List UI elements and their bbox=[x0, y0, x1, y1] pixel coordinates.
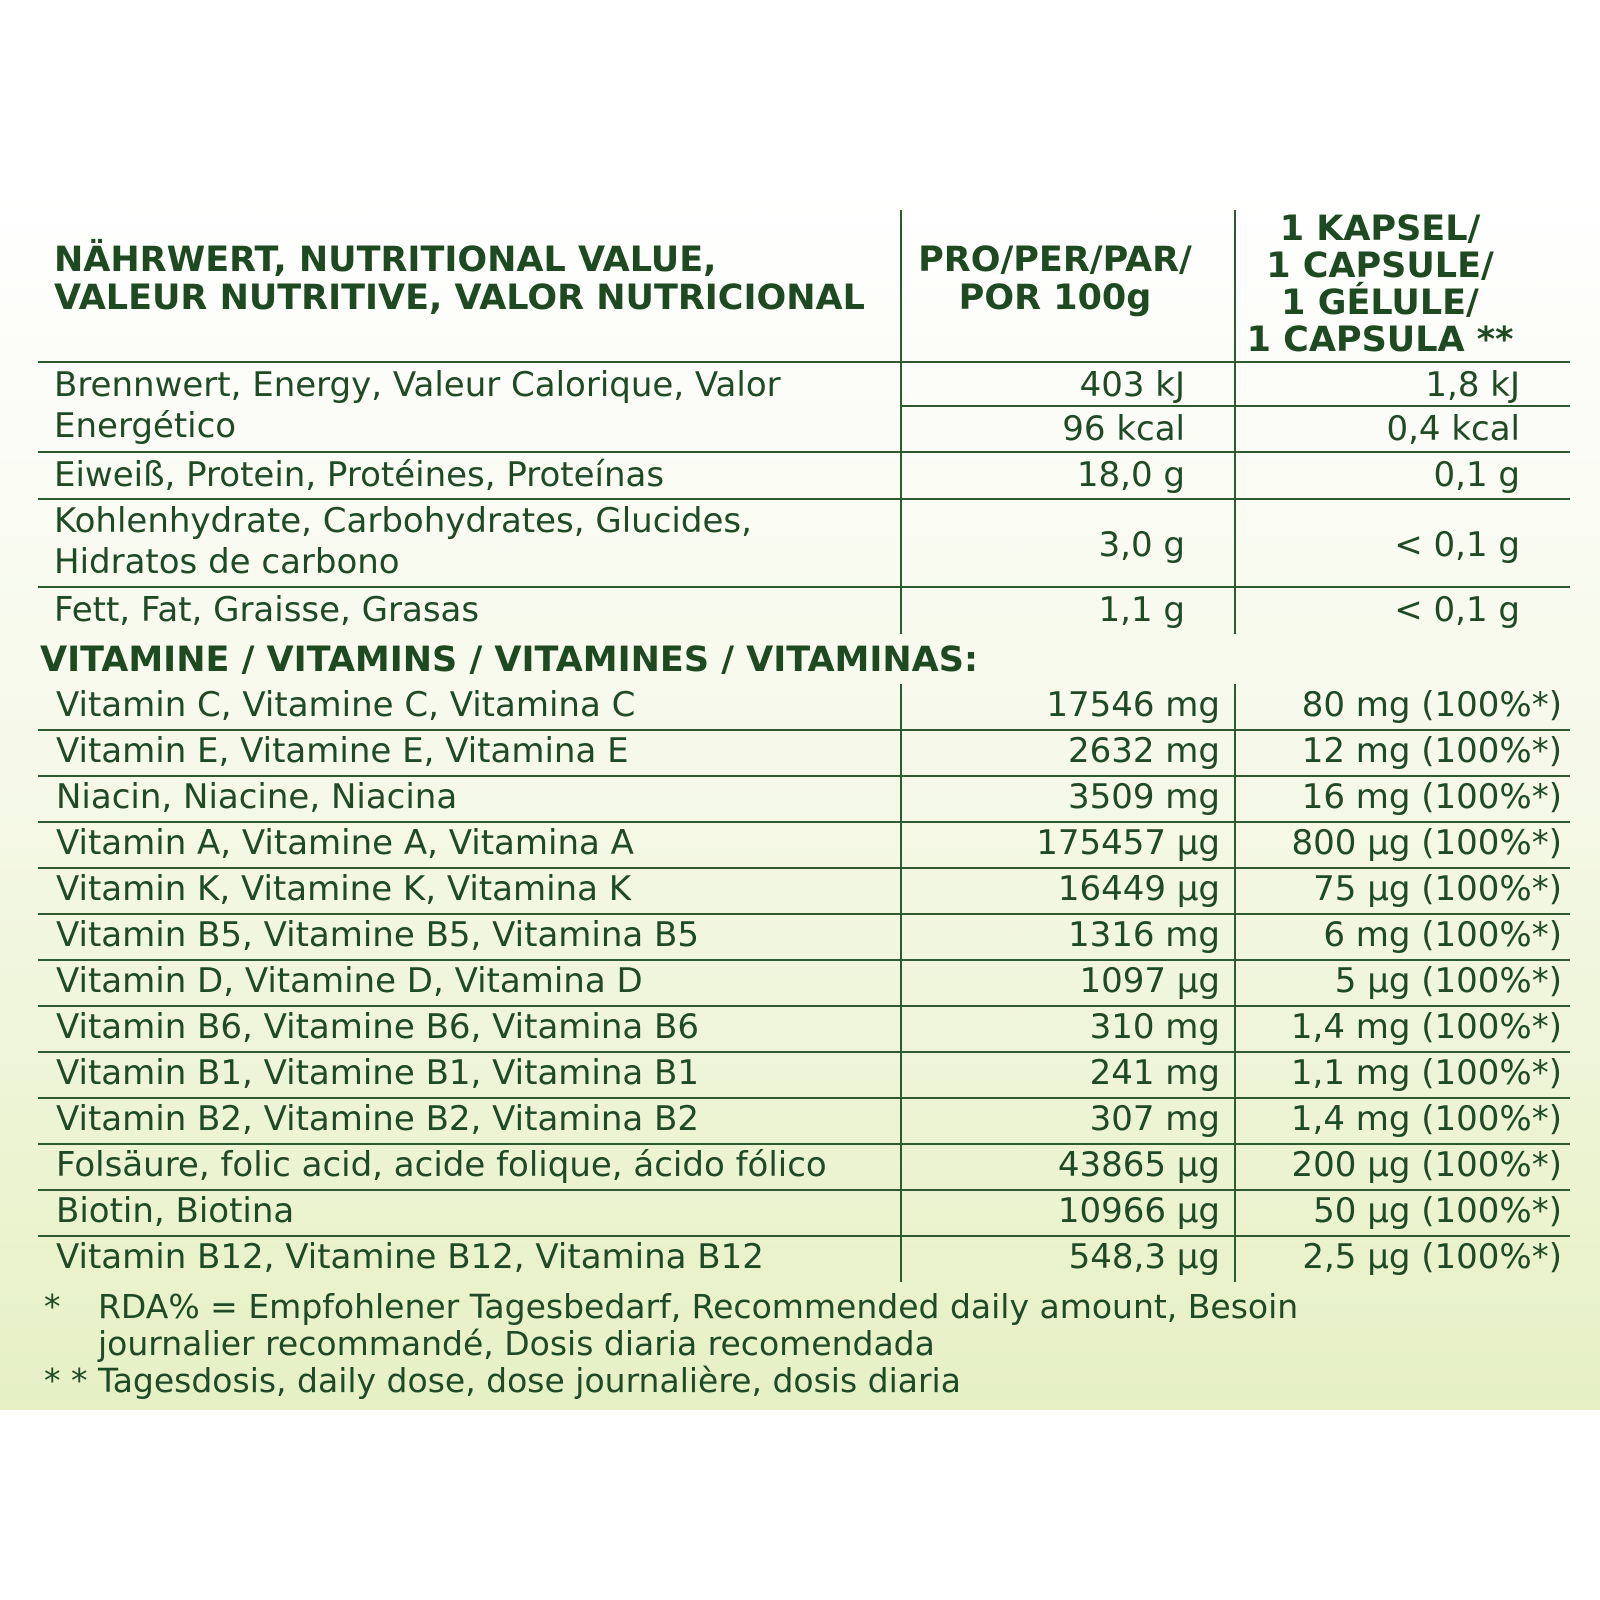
carb-label-line1: Kohlenhydrate, Carbohydrates, Glucides, bbox=[54, 501, 752, 541]
vitamin-per-capsule: 16 mg (100%*) bbox=[1301, 777, 1562, 817]
energy-kj-per-capsule: 1,8 kJ bbox=[1425, 365, 1520, 405]
vitamin-per100: 1316 mg bbox=[1067, 915, 1220, 955]
dose-marker: * * bbox=[44, 1361, 88, 1400]
vitamin-per100: 16449 µg bbox=[1057, 869, 1220, 909]
capsule-header-line3: 1 GÉLULE/ bbox=[1281, 283, 1479, 323]
vitamin-per100: 1097 µg bbox=[1079, 961, 1220, 1001]
column-divider bbox=[900, 684, 902, 1282]
carb-per-capsule: < 0,1 g bbox=[1394, 525, 1520, 565]
vitamin-per100: 307 mg bbox=[1089, 1099, 1220, 1139]
vitamin-name: Vitamin B6, Vitamine B6, Vitamina B6 bbox=[56, 1007, 699, 1047]
vitamin-per-capsule: 50 µg (100%*) bbox=[1313, 1191, 1562, 1231]
vitamin-per-capsule: 75 µg (100%*) bbox=[1313, 869, 1562, 909]
fat-per-capsule: < 0,1 g bbox=[1394, 590, 1520, 630]
vitamin-name: Folsäure, folic acid, acide folique, ácido fólico bbox=[56, 1145, 827, 1185]
vitamin-per100: 2632 mg bbox=[1067, 731, 1220, 771]
vitamin-per100: 43865 µg bbox=[1057, 1145, 1220, 1185]
row-divider bbox=[38, 586, 1570, 588]
vitamin-name: Vitamin D, Vitamine D, Vitamina D bbox=[56, 961, 643, 1001]
vitamins-heading: VITAMINE / VITAMINS / VITAMINES / VITAMINAS: bbox=[40, 640, 978, 680]
vitamin-per-capsule: 1,4 mg (100%*) bbox=[1290, 1099, 1562, 1139]
vitamin-name: Vitamin C, Vitamine C, Vitamina C bbox=[56, 685, 636, 725]
vitamin-name: Niacin, Niacine, Niacina bbox=[56, 777, 458, 817]
fat-per100: 1,1 g bbox=[1098, 590, 1185, 630]
vitamin-name: Vitamin B1, Vitamine B1, Vitamina B1 bbox=[56, 1053, 699, 1093]
vitamin-per100: 310 mg bbox=[1089, 1007, 1220, 1047]
vitamin-per-capsule: 12 mg (100%*) bbox=[1301, 731, 1562, 771]
vitamin-per100: 241 mg bbox=[1089, 1053, 1220, 1093]
energy-label-line1: Brennwert, Energy, Valeur Calorique, Valor bbox=[54, 365, 781, 405]
vitamin-name: Vitamin E, Vitamine E, Vitamina E bbox=[56, 731, 629, 771]
vitamin-per100: 3509 mg bbox=[1067, 777, 1220, 817]
energy-kj-per100: 403 kJ bbox=[1079, 365, 1185, 405]
capsule-header-line4: 1 CAPSULA ** bbox=[1246, 320, 1514, 360]
vitamin-per-capsule: 800 µg (100%*) bbox=[1291, 823, 1562, 863]
vitamin-name: Vitamin A, Vitamine A, Vitamina A bbox=[56, 823, 634, 863]
row-divider bbox=[38, 498, 1570, 500]
vitamin-per100: 175457 µg bbox=[1036, 823, 1220, 863]
energy-kcal-per-capsule: 0,4 kcal bbox=[1386, 409, 1520, 449]
rda-footnote-line2: journalier recommandé, Dosis diaria recomendada bbox=[98, 1324, 935, 1363]
row-divider bbox=[38, 451, 1570, 453]
nutrient-header-line1: NÄHRWERT, NUTRITIONAL VALUE, bbox=[54, 240, 717, 280]
dose-footnote: Tagesdosis, daily dose, dose journalière, dosis diaria bbox=[98, 1361, 961, 1400]
protein-per-capsule: 0,1 g bbox=[1433, 455, 1520, 495]
row-divider bbox=[38, 361, 1570, 363]
row-divider bbox=[900, 405, 1570, 407]
per100-header-line1: PRO/PER/PAR/ bbox=[918, 240, 1192, 280]
nutrient-header-line2: VALEUR NUTRITIVE, VALOR NUTRICIONAL bbox=[54, 278, 865, 318]
rda-footnote-line1: RDA% = Empfohlener Tagesbedarf, Recommended daily amount, Besoin bbox=[98, 1287, 1299, 1326]
carb-per100: 3,0 g bbox=[1098, 525, 1185, 565]
energy-kcal-per100: 96 kcal bbox=[1062, 409, 1185, 449]
vitamin-per-capsule: 200 µg (100%*) bbox=[1291, 1145, 1562, 1185]
vitamin-name: Vitamin B5, Vitamine B5, Vitamina B5 bbox=[56, 915, 699, 955]
vitamin-per-capsule: 80 mg (100%*) bbox=[1301, 685, 1562, 725]
vitamin-per-capsule: 1,1 mg (100%*) bbox=[1290, 1053, 1562, 1093]
column-divider bbox=[1234, 210, 1236, 634]
vitamin-name: Vitamin B12, Vitamine B12, Vitamina B12 bbox=[56, 1237, 764, 1277]
vitamin-per-capsule: 2,5 µg (100%*) bbox=[1302, 1237, 1562, 1277]
per100-header-line2: POR 100g bbox=[958, 278, 1152, 318]
protein-per100: 18,0 g bbox=[1076, 455, 1185, 495]
vitamin-per100: 17546 mg bbox=[1046, 685, 1220, 725]
fat-label: Fett, Fat, Graisse, Grasas bbox=[54, 590, 480, 630]
vitamin-per100: 10966 µg bbox=[1057, 1191, 1220, 1231]
capsule-header-line1: 1 KAPSEL/ bbox=[1279, 209, 1481, 249]
vitamin-per-capsule: 1,4 mg (100%*) bbox=[1290, 1007, 1562, 1047]
vitamin-name: Vitamin B2, Vitamine B2, Vitamina B2 bbox=[56, 1099, 699, 1139]
carb-label-line2: Hidratos de carbono bbox=[54, 542, 400, 582]
column-divider bbox=[1234, 684, 1236, 1282]
column-divider bbox=[900, 210, 902, 634]
energy-label-line2: Energético bbox=[54, 406, 237, 446]
capsule-header-line2: 1 CAPSULE/ bbox=[1266, 246, 1494, 286]
rda-marker: * bbox=[44, 1287, 61, 1326]
vitamin-name: Biotin, Biotina bbox=[56, 1191, 295, 1231]
vitamin-per-capsule: 5 µg (100%*) bbox=[1334, 961, 1562, 1001]
vitamin-per-capsule: 6 mg (100%*) bbox=[1323, 915, 1562, 955]
vitamin-per100: 548,3 µg bbox=[1068, 1237, 1220, 1277]
protein-label: Eiweiß, Protein, Protéines, Proteínas bbox=[54, 455, 665, 495]
vitamin-name: Vitamin K, Vitamine K, Vitamina K bbox=[56, 869, 632, 909]
